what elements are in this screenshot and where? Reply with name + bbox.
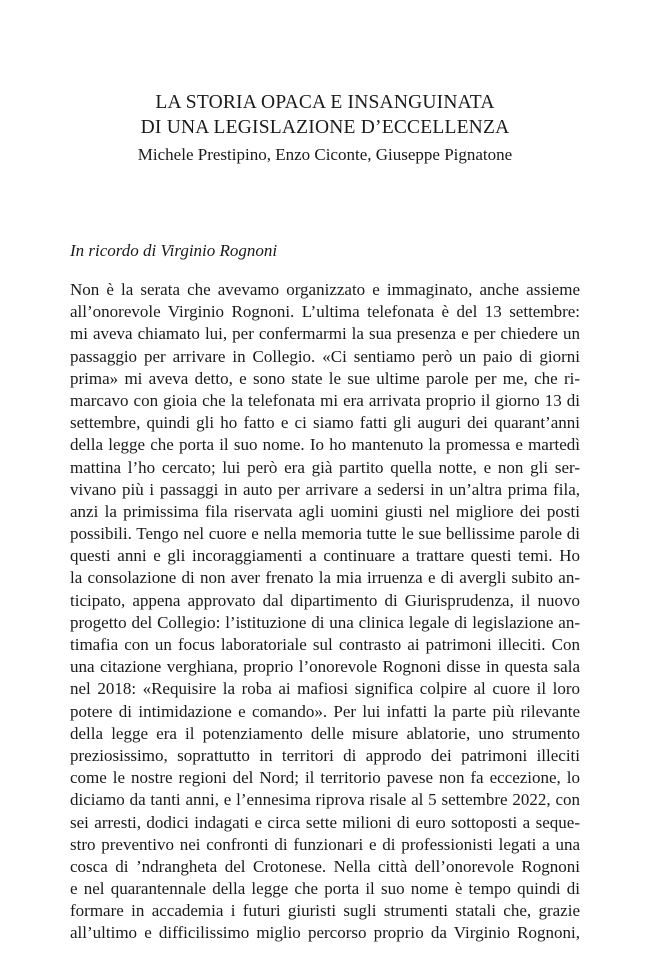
body-line: la consolazione di non aver frenato la mia irruenza e di avergli subito an- <box>70 568 580 588</box>
body-line: come le nostre regioni del Nord; il territorio pavese non fa eccezione, lo <box>70 768 580 788</box>
body-line: della legge che porta il suo nome. Io ho mantenuto la promessa e martedì <box>70 435 580 455</box>
body-line: cosca di ’ndrangheta del Crotonese. Nella città dell’onorevole Rognoni <box>70 856 580 876</box>
body-line: questi anni e gli incoraggiamenti a continuare a trattare questi temi. Ho <box>70 546 580 566</box>
body-line: della legge era il potenziamento delle misure ablatorie, uno strumento <box>70 723 580 743</box>
body-line: anzi la primissima fila riservata agli uomini giusti nel migliore dei posti <box>70 501 580 521</box>
body-line: marcavo con gioia che la telefonata mi era arrivata proprio il giorno 13 di <box>70 390 580 410</box>
body-line: vivano più i passaggi in auto per arrivare a sedersi in un’altra prima fila, <box>70 479 580 499</box>
body-line: formare in accademia i futuri giuristi sugli strumenti statali che, grazie <box>70 901 580 921</box>
body-line: all’onorevole Virginio Rognoni. L’ultima telefonata è del 13 settembre: <box>70 302 580 322</box>
body-line: preziosissimo, soprattutto in territori di approdo dei patrimoni illeciti <box>70 745 580 765</box>
chapter-authors: Michele Prestipino, Enzo Ciconte, Giuseppe Pignatone <box>137 145 513 164</box>
body-line: settembre, quindi gli ho fatto e ci siamo fatti gli auguri dei quarant’anni <box>70 413 580 433</box>
body-line: stro preventivo nei confronti di funzionari e di professionisti legati a una <box>70 834 580 854</box>
chapter-title-line-1: LA STORIA OPACA E INSANGUINATA <box>155 92 495 113</box>
body-line: mi aveva chiamato lui, per confermarmi la sua presenza e per chiedere un <box>70 324 580 344</box>
body-line: sei arresti, dodici indagati e circa sette milioni di euro sottoposti a seque- <box>70 812 580 832</box>
chapter-header <box>0 90 650 166</box>
body-line: e nel quarantennale della legge che porta il suo nome è tempo quindi di <box>70 879 580 899</box>
body-line: una citazione verghiana, proprio l’onorevole Rognoni disse in questa sala <box>70 657 580 677</box>
body-line: possibili. Tengo nel cuore e nella memoria tutte le sue bellissime parole di <box>70 524 580 544</box>
body-line: diciamo da tanti anni, e l’ennesima riprova risale al 5 settembre 2022, con <box>70 790 580 810</box>
body-line: nel 2018: «Requisire la roba ai mafiosi significa colpire al cuore il loro <box>70 679 580 699</box>
body-line: all’ultimo e difficilissimo miglio percorso proprio da Virginio Rognoni, <box>70 923 580 943</box>
body-line: prima» mi aveva detto, e sono state le sue ultime parole per me, che ri- <box>70 368 580 388</box>
body-line: mattina l’ho cercato; lui però era già partito quella notte, e non gli ser- <box>70 457 580 477</box>
body-line: Non è la serata che avevamo organizzato e immaginato, anche assieme <box>70 280 580 299</box>
dedication: In ricordo di Virginio Rognoni <box>70 241 278 260</box>
body-line: ticipato, appena approvato dal dipartimento di Giurisprudenza, il nuovo <box>70 590 580 610</box>
body-line: timafia con un focus laboratoriale sul contrasto ai patrimoni illeciti. Con <box>70 635 580 654</box>
body-line: progetto del Collegio: l’istituzione di una clinica legale di legislazione an- <box>70 612 580 632</box>
body-line: passaggio per arrivare in Collegio. «Ci sentiamo però un paio di giorni <box>70 346 580 366</box>
chapter-title-line-2: DI UNA LEGISLAZIONE D’ECCELLENZA <box>140 117 510 138</box>
body-line: potere di intimidazione e comando». Per lui infatti la parte più rilevante <box>70 701 580 721</box>
body-paragraph <box>70 279 580 945</box>
